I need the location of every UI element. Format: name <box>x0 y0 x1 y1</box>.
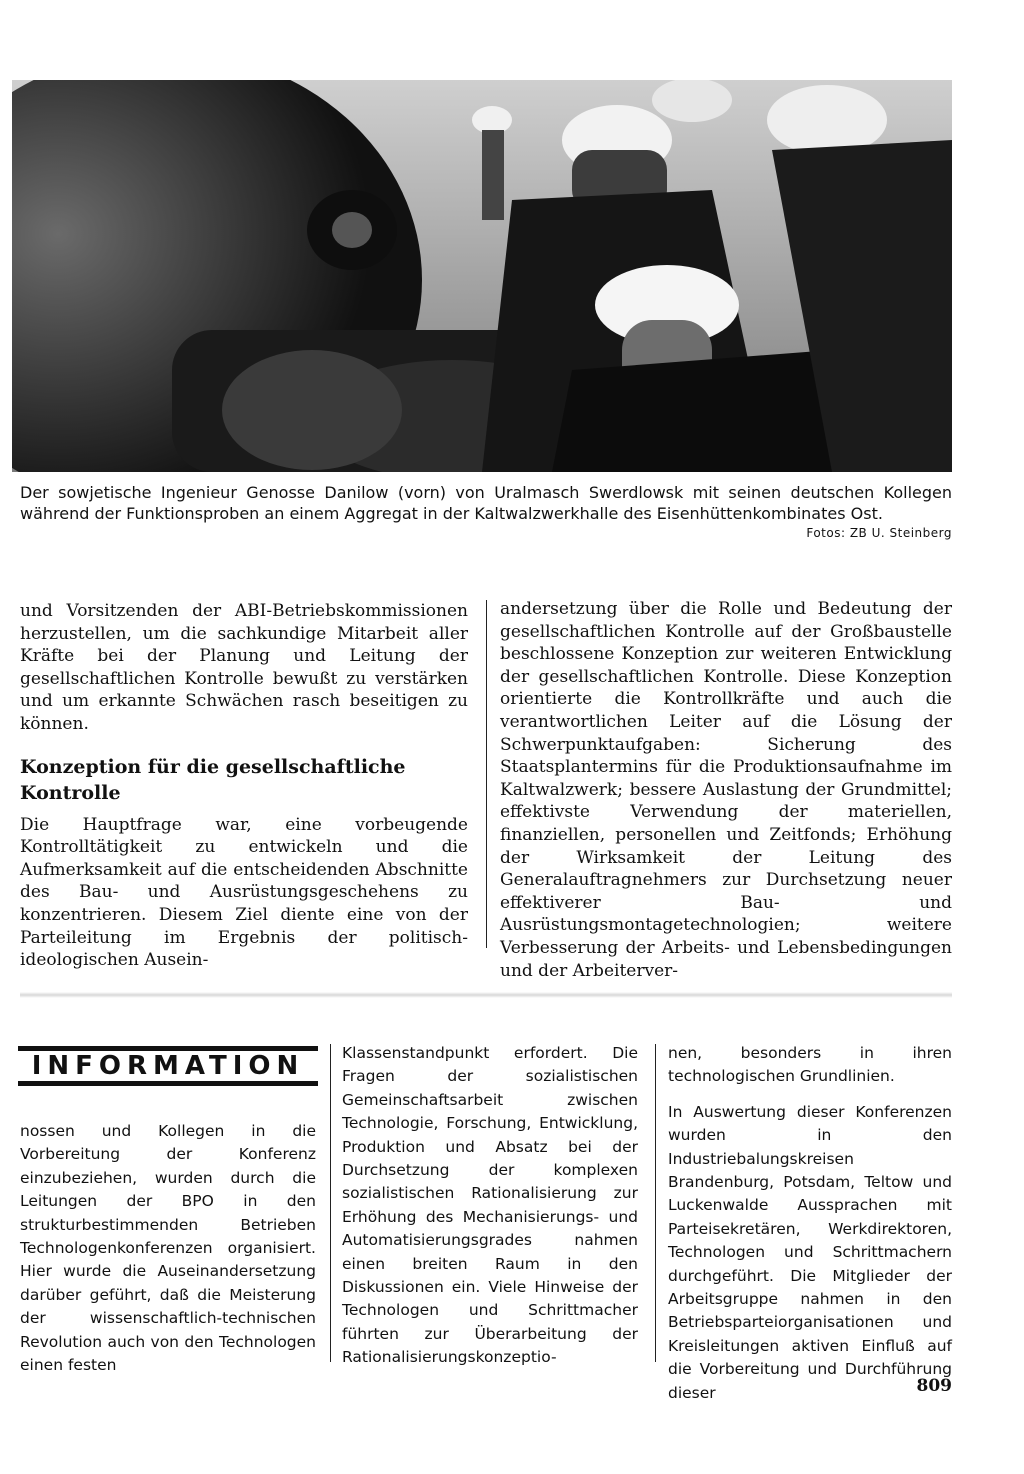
title-rule-bottom <box>18 1081 318 1086</box>
column-divider <box>655 1044 656 1362</box>
column-divider <box>330 1044 331 1362</box>
article-left-column <box>20 600 468 972</box>
title-rule-top <box>18 1046 318 1051</box>
article-right-paragraph: andersetzung über die Rolle und Bedeutung der gesellschaftlichen Kontrolle auf der Großbaustelle beschlossene Konzeption zur weiteren Entwicklung der gesellschaftlichen Kontrolle. Diese Konzeption orientierte die Kontrollkräfte und auch die verantwortlichen Leiter auf die Lösung der Schwerpunktaufgaben: Sicherung des Staatsplantermins für die Produktionsaufnahme im Kaltwalzwerk; bessere Auslastung der Grundmittel; effektivste Verwendung der materiellen, finanziellen, personellen und Zeitfonds; Erhöhung der Wirksamkeit der Leitung des Generalauftragnehmers zur Durchsetzung neuer effektiverer Bau- und Ausrüstungsmontagetechnologien; weitere Verbesserung der Arbeits- und Lebensbedingungen und der Arbeiterver- <box>500 599 952 981</box>
information-column-3 <box>668 1042 952 1405</box>
information-col3-paragraph-1: nen, besonders in ihren technologischen Grundlinien. <box>668 1044 952 1086</box>
information-col3-paragraph-2: In Auswertung dieser Konferenzen wurden in den Industriebalungskreisen Brandenburg, Potsdam, Teltow und Luckenwalde Aussprachen mit Parteisekretären, Werkdirektoren, Technologen und Schrittmachern durchgeführt. Die Mitglieder der Arbeitsgruppe nahmen in den Betriebsparteiorganisationen und Kreisleitungen aktiven Einfluß auf die Vorbereitung und Durchführung dieser <box>668 1102 952 1402</box>
information-title: INFORMATION <box>31 1051 305 1081</box>
information-col1-text: nossen und Kollegen in die Vorbereitung der Konferenz einzubeziehen, wurden durch die Leitungen der BPO in den strukturbestimmenden Betrieben Technologenkonferenzen organisiert. Hier wurde die Auseinandersetzung darüber geführt, daß die Meisterung der wissenschaftlich-technischen Revolution auch von den Technologen einen festen <box>20 1122 316 1375</box>
information-column-2 <box>342 1042 638 1370</box>
photo-engineers-at-machine <box>12 80 952 472</box>
article-intro-paragraph: und Vorsitzenden der ABI-Betriebskommissionen herzustellen, um die sachkundige Mitarbeit aller Kräfte bei der Planung und Leitung der gesellschaftlichen Kontrolle bewußt zu verstärken und um erkannte Schwächen rasch beseitigen zu können. <box>20 601 468 734</box>
page-number: 809 <box>916 1376 952 1396</box>
photo-credit: Fotos: ZB U. Steinberg <box>806 526 952 540</box>
column-divider <box>486 600 487 948</box>
information-col2-text: Klassenstandpunkt erfordert. Die Fragen der sozialistischen Gemeinschaftsarbeit zwischen Technologie, Forschung, Entwicklung, Produktion und Absatz bei der Durchsetzung der komplexen sozialistischen Rationalisierung zur Erhöhung des Mechanisierungs- und Automatisierungsgrades nahmen einen breiten Raum in den Diskussionen ein. Viele Hinweise der Technologen und Schrittmacher führten zur Überarbeitung der Rationalisierungskonzeptio- <box>342 1044 638 1367</box>
article-right-column <box>500 598 952 982</box>
section-separator <box>20 992 952 998</box>
photo-caption: Der sowjetische Ingenieur Genosse Danilow (vorn) von Uralmasch Swerdlowsk mit seinen deutschen Kollegen während der Funktionsproben an einem Aggregat in der Kaltwalzwerkhalle des Eisenhüttenkombinates Ost. <box>20 483 952 523</box>
photo-illustration <box>12 80 952 472</box>
information-column-1 <box>20 1120 316 1377</box>
article-heading: Konzeption für die gesellschaftliche Kontrolle <box>20 755 406 804</box>
information-title-box <box>18 1046 318 1086</box>
article-body-paragraph: Die Hauptfrage war, eine vorbeugende Kontrolltätigkeit zu entwickeln und die Aufmerksamkeit auf die entscheidenden Abschnitte des Bau- und Ausrüstungsgeschehens zu konzentrieren. Diesem Ziel diente eine von der Parteileitung im Ergebnis der politisch-ideologischen Ausein- <box>20 814 468 971</box>
